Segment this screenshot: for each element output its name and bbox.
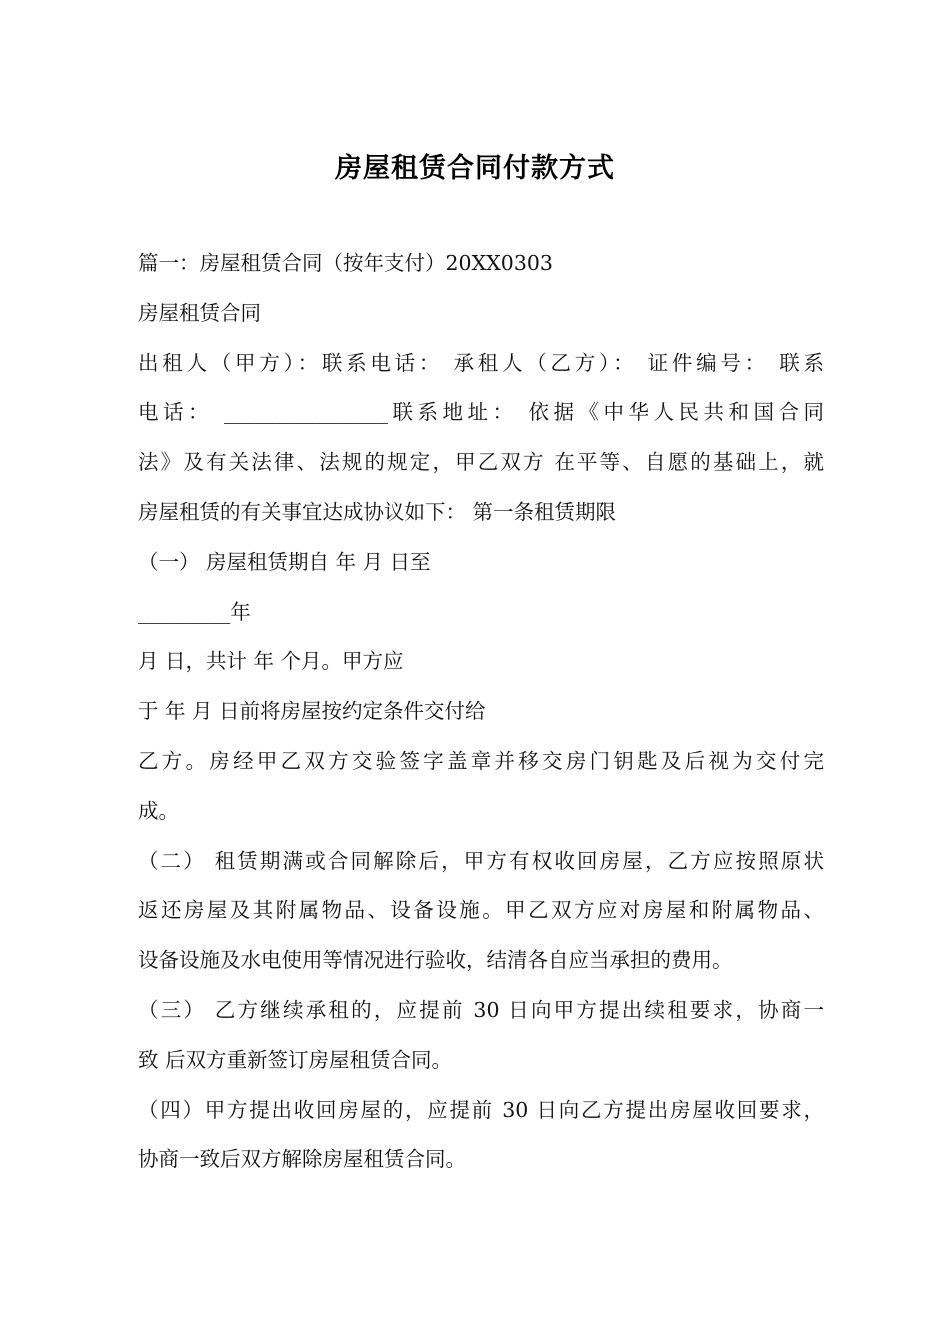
clause-line: 返还房屋及其附属物品、设备设施。甲乙双方应对房屋和附属物品、 (138, 898, 824, 923)
paragraph-line: 电话： ________________联系地址： 依据《中华人民共和国合同 (138, 400, 824, 425)
clause-line: 致 后双方重新签订房屋租赁合同。 (138, 1047, 453, 1072)
clause-line: （一） 房屋租赁期自 年 月 日至 (138, 549, 431, 574)
document-body (138, 239, 824, 1185)
paragraph-line: 出租人（甲方）：联系电话： 承租人（乙方）： 证件编号： 联系 (138, 350, 824, 375)
document-title: 房屋租赁合同付款方式 (335, 153, 615, 184)
clause-line: 成。 (138, 798, 179, 823)
clause-line: 设备设施及水电使用等情况进行验收，结清各自应当承担的费用。 (138, 948, 733, 973)
clause-line: （三） 乙方继续承租的，应提前 30 日向甲方提出续租要求，协商一 (138, 997, 824, 1022)
contract-name: 房屋租赁合同 (138, 300, 261, 325)
clause-line: （四）甲方提出收回房屋的，应提前 30 日向乙方提出房屋收回要求， (138, 1097, 824, 1122)
clause-line: _________年 (138, 599, 251, 624)
clause-line: 于 年 月 日前将房屋按约定条件交付给 (138, 699, 486, 724)
paragraph-line: 房屋租赁的有关事宜达成协议如下： 第一条租赁期限 (138, 499, 617, 524)
clause-line: 月 日，共计 年 个月。甲方应 (138, 649, 404, 674)
clause-line: 协商一致后双方解除房屋租赁合同。 (138, 1147, 466, 1172)
clause-line: 乙方。房经甲乙双方交验签字盖章并移交房门钥匙及后视为交付完 (138, 748, 824, 773)
clause-line: （二） 租赁期满或合同解除后，甲方有权收回房屋，乙方应按照原状 (138, 848, 824, 873)
paragraph-line: 法》及有关法律、法规的规定，甲乙双方 在平等、自愿的基础上，就 (138, 450, 824, 475)
section-heading: 篇一：房屋租赁合同（按年支付）20XX0303 (138, 251, 553, 275)
